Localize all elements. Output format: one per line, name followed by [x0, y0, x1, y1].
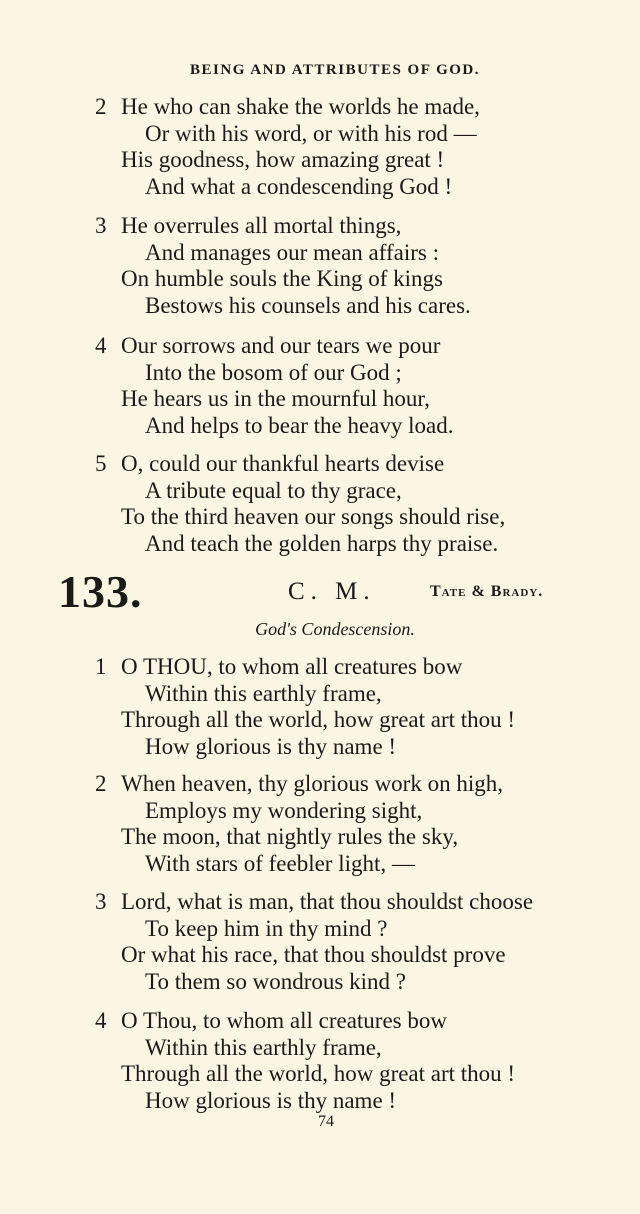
stanza-number: 2	[95, 94, 107, 119]
stanza-line: And helps to bear the heavy load.	[145, 412, 454, 438]
stanza-line: With stars of feebler light, —	[145, 850, 415, 876]
stanza-132-5	[95, 451, 615, 557]
stanza-line: Through all the world, how great art thou !	[121, 707, 516, 732]
stanza-line: How glorious is thy name !	[145, 1087, 397, 1113]
stanza-number: 1	[95, 654, 107, 679]
stanza-line: 3 He overrules all mortal things,	[95, 213, 402, 238]
stanza-line: Or with his word, or with his rod —	[145, 120, 477, 146]
stanza-line: The moon, that nightly rules the sky,	[121, 824, 459, 849]
stanza-line: To keep him in thy mind ?	[145, 915, 388, 941]
stanza-line: 2 When heaven, thy glorious work on high,	[95, 771, 503, 796]
stanza-line: 1 O THOU, to whom all creatures bow	[95, 654, 463, 679]
stanza-number: 3	[95, 213, 107, 238]
stanza-line: Through all the world, how great art thou !	[121, 1061, 516, 1086]
page-number: 74	[318, 1113, 334, 1130]
stanza-133-1	[95, 654, 615, 760]
stanza-line: He hears us in the mournful hour,	[121, 386, 430, 411]
hymn-meter: C. M.	[288, 578, 376, 605]
stanza-line: Bestows his counsels and his cares.	[145, 292, 471, 318]
stanza-number: 5	[95, 451, 107, 476]
stanza-line: And teach the golden harps thy praise.	[145, 530, 499, 556]
stanza-line: Within this earthly frame,	[145, 1034, 382, 1060]
stanza-line: 4 O Thou, to whom all creatures bow	[95, 1008, 447, 1033]
stanza-line: To the third heaven our songs should rise,	[121, 504, 506, 529]
stanza-line: Into the bosom of our God ;	[145, 359, 402, 385]
stanza-line: And manages our mean affairs :	[145, 239, 440, 265]
stanza-133-4	[95, 1008, 615, 1114]
stanza-line: His goodness, how amazing great !	[121, 147, 445, 172]
stanza-132-4	[95, 333, 615, 439]
stanza-number: 4	[95, 1008, 107, 1033]
running-head: BEING AND ATTRIBUTES OF GOD.	[190, 62, 480, 78]
stanza-line: Employs my wondering sight,	[145, 797, 423, 823]
stanza-line: 4 Our sorrows and our tears we pour	[95, 333, 441, 358]
stanza-number: 4	[95, 333, 107, 358]
stanza-132-2	[95, 94, 615, 200]
stanza-132-3	[95, 213, 615, 319]
stanza-number: 2	[95, 771, 107, 796]
stanza-line: 3 Lord, what is man, that thou shouldst choose	[95, 889, 534, 914]
hymn-number: 133.	[58, 566, 143, 617]
stanza-133-3	[95, 889, 615, 995]
stanza-line: To them so wondrous kind ?	[145, 968, 406, 994]
hymn-title: God's Condescension.	[255, 619, 415, 639]
stanza-line: On humble souls the King of kings	[121, 266, 443, 291]
stanza-line: How glorious is thy name !	[145, 733, 397, 759]
stanza-number: 3	[95, 889, 107, 914]
hymn-author: Tate & Brady.	[430, 583, 544, 600]
stanza-line: Or what his race, that thou shouldst prove	[121, 942, 506, 967]
stanza-line: 5 O, could our thankful hearts devise	[95, 451, 445, 476]
stanza-line: 2 He who can shake the worlds he made,	[95, 94, 480, 119]
stanza-line: A tribute equal to thy grace,	[145, 477, 402, 503]
stanza-line: And what a condescending God !	[145, 173, 453, 199]
stanza-line: Within this earthly frame,	[145, 680, 382, 706]
stanza-133-2	[95, 771, 615, 877]
